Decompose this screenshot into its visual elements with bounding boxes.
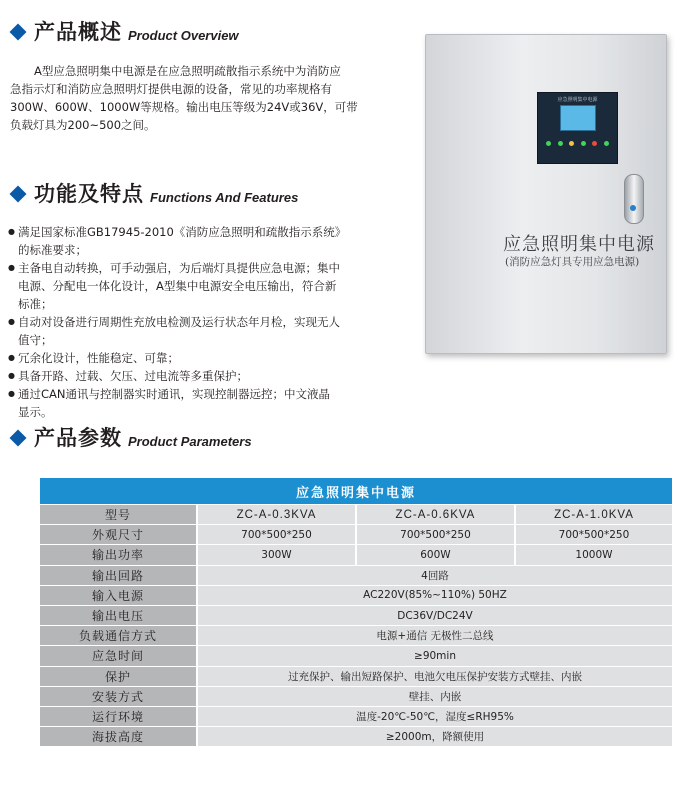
diamond-bullet-icon [10, 186, 27, 203]
overview-line: 负载灯具为200~500之间。 [10, 118, 156, 132]
overview-heading [10, 18, 239, 44]
table-cell: 过充保护、输出短路保护、电池欠电压保护安装方式壁挂、内嵌 [197, 666, 672, 686]
table-row [40, 727, 672, 747]
table-cell: AC220V(85%~110%) 50HZ [197, 585, 672, 605]
table-cell: 壁挂、内嵌 [197, 686, 672, 706]
table-row [40, 646, 672, 666]
parameters-en-title: Product Parameters [128, 434, 252, 449]
table-row [40, 626, 672, 646]
row-label: 运行环境 [40, 706, 197, 726]
table-row [40, 585, 672, 605]
table-title: 应急照明集中电源 [40, 478, 672, 505]
led-icon [569, 141, 574, 146]
diamond-bullet-icon [10, 24, 27, 41]
overview-en-title: Product Overview [128, 28, 239, 43]
feature-line: ● 通过CAN通讯与控制器实时通讯，实现控制器远控；中文液晶 [18, 387, 330, 401]
overview-line: 300W、600W、1000W等规格。输出电压等级为24V或36V，可带 [10, 100, 358, 114]
table-cell: DC36V/DC24V [197, 605, 672, 625]
row-label: 保护 [40, 666, 197, 686]
overview-cn-title: 产品概述 [34, 20, 122, 44]
led-icon [581, 141, 586, 146]
feature-line: 标准； [18, 297, 53, 311]
feature-line: 显示。 [18, 405, 53, 419]
table-cell: 600W [356, 545, 515, 565]
model-cell: ZC-A-0.6KVA [356, 505, 515, 525]
row-label: 外观尺寸 [40, 525, 197, 545]
row-label: 输出回路 [40, 565, 197, 585]
row-label: 海拔高度 [40, 727, 197, 747]
row-label: 安装方式 [40, 686, 197, 706]
table-cell: 700*500*250 [515, 525, 672, 545]
table-row [40, 666, 672, 686]
features-cn-title: 功能及特点 [34, 182, 144, 206]
feature-line: 的标准要求； [18, 243, 87, 257]
table-cell: 700*500*250 [356, 525, 515, 545]
parameters-cn-title: 产品参数 [34, 426, 122, 450]
table-row [40, 525, 672, 545]
table-cell: 温度-20℃-50℃，湿度≤RH95% [197, 706, 672, 726]
table-cell: 700*500*250 [197, 525, 356, 545]
row-label: 应急时间 [40, 646, 197, 666]
row-label: 负载通信方式 [40, 626, 197, 646]
table-row [40, 706, 672, 726]
table-row [40, 686, 672, 706]
led-icon [604, 141, 609, 146]
feature-item [8, 223, 374, 259]
indicator-leds [546, 141, 609, 146]
cabinet-label-main: 应急照明集中电源 [503, 234, 655, 255]
table-header-row [40, 478, 672, 505]
cabinet-label-sub: (消防应急灯具专用应急电源) [505, 256, 640, 268]
overview-line: 急指示灯和消防应急照明灯提供电源的设备，常见的功率规格有 [10, 82, 332, 96]
table-cell: 300W [197, 545, 356, 565]
control-panel [537, 92, 618, 164]
table-cell: ≥90min [197, 646, 672, 666]
feature-line: ● 自动对设备进行周期性充放电检测及运行状态年月检，实现无人 [18, 315, 340, 329]
table-cell: ≥2000m，降额使用 [197, 727, 672, 747]
feature-item [8, 259, 374, 313]
features-en-title: Functions And Features [150, 190, 299, 205]
lcd-screen [560, 105, 596, 131]
table-row [40, 605, 672, 625]
feature-item [8, 385, 374, 421]
features-heading [10, 180, 298, 206]
table-row [40, 565, 672, 585]
features-list [8, 223, 374, 421]
table-cell: 4回路 [197, 565, 672, 585]
row-label: 输入电源 [40, 585, 197, 605]
model-cell: ZC-A-0.3KVA [197, 505, 356, 525]
keyhole-icon [630, 205, 636, 211]
parameters-heading [10, 424, 252, 450]
table-cell: 1000W [515, 545, 672, 565]
overview-paragraph [10, 62, 390, 134]
feature-line: 电源、分配电一体化设计，A型集中电源安全电压输出，符合新 [18, 279, 337, 293]
feature-line: ● 冗余化设计，性能稳定、可靠； [18, 351, 179, 365]
feature-line: ● 满足国家标准GB17945-2010《消防应急照明和疏散指示系统》 [18, 225, 347, 239]
diamond-bullet-icon [10, 430, 27, 447]
model-cell: ZC-A-1.0KVA [515, 505, 672, 525]
feature-item [8, 367, 374, 385]
overview-line: A型应急照明集中电源是在应急照明疏散指示系统中为消防应 [34, 64, 341, 78]
door-handle-icon [624, 174, 644, 224]
table-row [40, 505, 672, 525]
led-icon [558, 141, 563, 146]
panel-title: 应急照明集中电源 [557, 97, 598, 103]
feature-item [8, 349, 374, 367]
row-label: 输出功率 [40, 545, 197, 565]
parameters-table [40, 478, 672, 747]
led-icon [592, 141, 597, 146]
feature-line: ● 主备电自动转换，可手动强启，为后端灯具提供应急电源；集中 [18, 261, 340, 275]
table-row [40, 545, 672, 565]
row-label: 型号 [40, 505, 197, 525]
led-icon [546, 141, 551, 146]
table-cell: 电源+通信 无极性二总线 [197, 626, 672, 646]
feature-item [8, 313, 374, 349]
row-label: 输出电压 [40, 605, 197, 625]
feature-line: ● 具备开路、过载、欠压、过电流等多重保护； [18, 369, 248, 383]
feature-line: 值守； [18, 333, 53, 347]
